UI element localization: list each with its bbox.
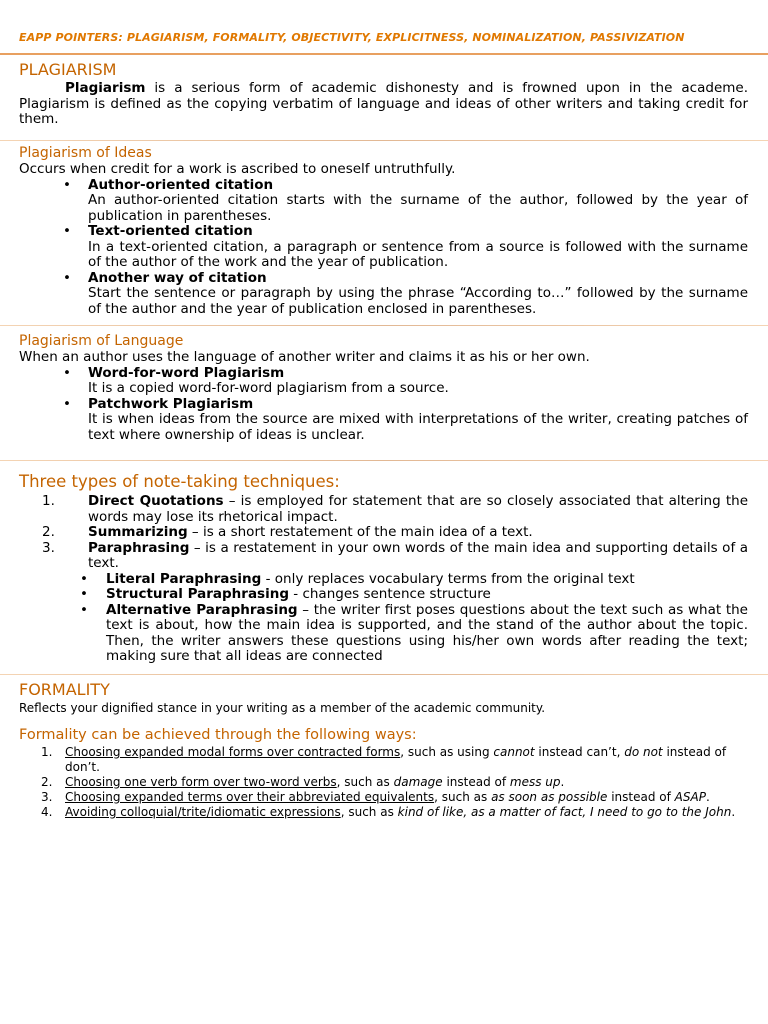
list-item: [19, 572, 748, 588]
citation-term: Another way of citation: [88, 269, 267, 286]
list-item: [19, 790, 748, 805]
notetaking-section: [19, 472, 748, 665]
formality-desc: Reflects your dignified stance in your writing as a member of the academic community.: [19, 701, 546, 715]
example-text: cannot: [493, 745, 535, 759]
plagiarism-title: PLAGIARISM: [19, 60, 117, 79]
technique-text: – is employed for statement that are so closely associated that altering the words may lose its rhetorical impact.: [88, 493, 748, 525]
paraphrase-term: Structural Paraphrasing: [106, 586, 289, 602]
rule-detail: instead of: [442, 775, 510, 789]
bullet-icon: •: [63, 176, 71, 193]
plagiarism-section: [19, 60, 748, 128]
item-number: 4.: [41, 805, 53, 819]
list-item: [19, 224, 748, 271]
list-item: [19, 541, 748, 572]
rule-text: Choosing one verb form over two-word verbs: [65, 775, 337, 789]
paraphrase-text: – the writer first poses questions about the text such as what the text is about, how the main idea is supported, and the stand of the author about the topic. Then, the writer answers these questions using his/her own words after reading the text; making sure that all ideas are connected: [106, 601, 748, 664]
rule-detail: .: [560, 775, 565, 789]
plagiarism-definition: is a serious form of academic dishonesty and is frowned upon in the academe. Plagiarism is defined as the copying verbatim of language and ideas of other writers and taking credit for them.: [19, 80, 748, 127]
document-header: EAPP POINTERS: PLAGIARISM, FORMALITY, OBJECTIVITY, EXPLICITNESS, NOMINALIZATION, PASSIVIZATION: [19, 31, 685, 44]
list-item: [19, 494, 748, 525]
example-text: kind of like, as a matter of fact, I need to go to the John: [397, 805, 732, 819]
citation-text: An author-oriented citation starts with the surname of the author, followed by the year of publication in parentheses.: [88, 192, 748, 224]
bullet-icon: •: [63, 223, 71, 239]
example-text: mess up: [509, 775, 561, 789]
example-text: do not: [624, 745, 663, 759]
list-item: [19, 745, 748, 775]
list-item: [19, 271, 748, 318]
rule-text: Choosing expanded modal forms over contracted forms: [65, 745, 401, 759]
rule-detail: , such as: [434, 790, 492, 804]
section-divider: [0, 140, 768, 141]
bullet-icon: •: [63, 364, 71, 381]
item-number: 2.: [42, 524, 55, 540]
rule-detail: .: [705, 790, 710, 804]
plagiarism-type-text: It is when ideas from the source are mixed with interpretations of the writer, creating patches of text where ownership of ideas is unclear.: [88, 411, 748, 443]
paraphrase-term: Alternative Paraphrasing: [106, 601, 298, 618]
rule-detail: , such as using: [400, 745, 494, 759]
item-number: 3.: [42, 539, 55, 556]
language-section: [19, 332, 748, 443]
bullet-icon: •: [63, 269, 71, 286]
language-desc: When an author uses the language of another writer and claims it as his or her own.: [19, 349, 590, 365]
item-number: 1.: [42, 493, 55, 509]
citation-term: Text-oriented citation: [88, 223, 253, 239]
plagiarism-term: Plagiarism: [65, 80, 146, 96]
rule-detail: instead can’t,: [534, 745, 625, 759]
section-divider: [0, 674, 768, 675]
item-number: 3.: [41, 790, 53, 804]
paraphrase-term: Literal Paraphrasing: [106, 570, 262, 587]
rule-detail: , such as: [340, 805, 398, 819]
list-item: [19, 805, 748, 820]
bullet-icon: •: [80, 586, 88, 602]
plagiarism-intro: [19, 81, 748, 128]
bullet-icon: •: [80, 601, 88, 618]
list-item: [19, 397, 748, 444]
rule-detail: instead of: [607, 790, 675, 804]
list-item: [19, 587, 748, 603]
paraphrase-text: - changes sentence structure: [289, 586, 491, 602]
bullet-icon: •: [63, 395, 71, 412]
example-text: ASAP: [674, 790, 706, 804]
example-text: as soon as possible: [491, 790, 608, 804]
technique-text: – is a restatement in your own words of the main idea and supporting details of a text.: [88, 539, 748, 571]
language-title: Plagiarism of Language: [19, 333, 184, 349]
section-divider: [0, 325, 768, 326]
rule-detail: .: [731, 805, 736, 819]
list-item: [19, 603, 748, 665]
technique-term: Paraphrasing: [88, 539, 190, 556]
ideas-desc: Occurs when credit for a work is ascribed to oneself untruthfully.: [19, 161, 456, 177]
item-number: 1.: [41, 745, 53, 759]
plagiarism-type-text: It is a copied word-for-word plagiarism from a source.: [88, 380, 449, 396]
rule-text: Choosing expanded terms over their abbreviated equivalents: [65, 790, 435, 804]
ideas-title: Plagiarism of Ideas: [19, 145, 152, 161]
technique-text: – is a short restatement of the main idea of a text.: [187, 524, 533, 540]
formality-subtitle: Formality can be achieved through the following ways:: [19, 727, 417, 743]
header-divider: [0, 53, 768, 55]
ideas-section: [19, 144, 748, 317]
formality-section: [19, 680, 748, 820]
list-item: [19, 775, 748, 790]
formality-title: FORMALITY: [19, 680, 110, 699]
item-number: 2.: [41, 775, 53, 789]
list-item: [19, 366, 748, 397]
plagiarism-type-term: Patchwork Plagiarism: [88, 395, 254, 412]
section-divider: [0, 460, 768, 461]
list-item: [19, 525, 748, 541]
technique-term: Direct Quotations: [88, 493, 224, 509]
notetaking-title: Three types of note-taking techniques:: [19, 472, 340, 491]
paraphrase-text: - only replaces vocabulary terms from the original text: [261, 570, 635, 587]
technique-term: Summarizing: [88, 524, 188, 540]
citation-text: Start the sentence or paragraph by using the phrase “According to…” followed by the surname of the author and the year of publication enclosed in parentheses.: [88, 285, 748, 317]
example-text: damage: [393, 775, 443, 789]
list-item: [19, 178, 748, 225]
rule-text: Avoiding colloquial/trite/idiomatic expressions: [65, 805, 341, 819]
bullet-icon: •: [80, 570, 88, 587]
citation-text: In a text-oriented citation, a paragraph or sentence from a source is followed with the surname of the author of the work and the year of publication.: [88, 238, 748, 270]
rule-detail: , such as: [336, 775, 394, 789]
rule-detail: instead of don’t.: [65, 745, 727, 774]
citation-term: Author-oriented citation: [88, 176, 274, 193]
plagiarism-type-term: Word-for-word Plagiarism: [88, 364, 285, 381]
